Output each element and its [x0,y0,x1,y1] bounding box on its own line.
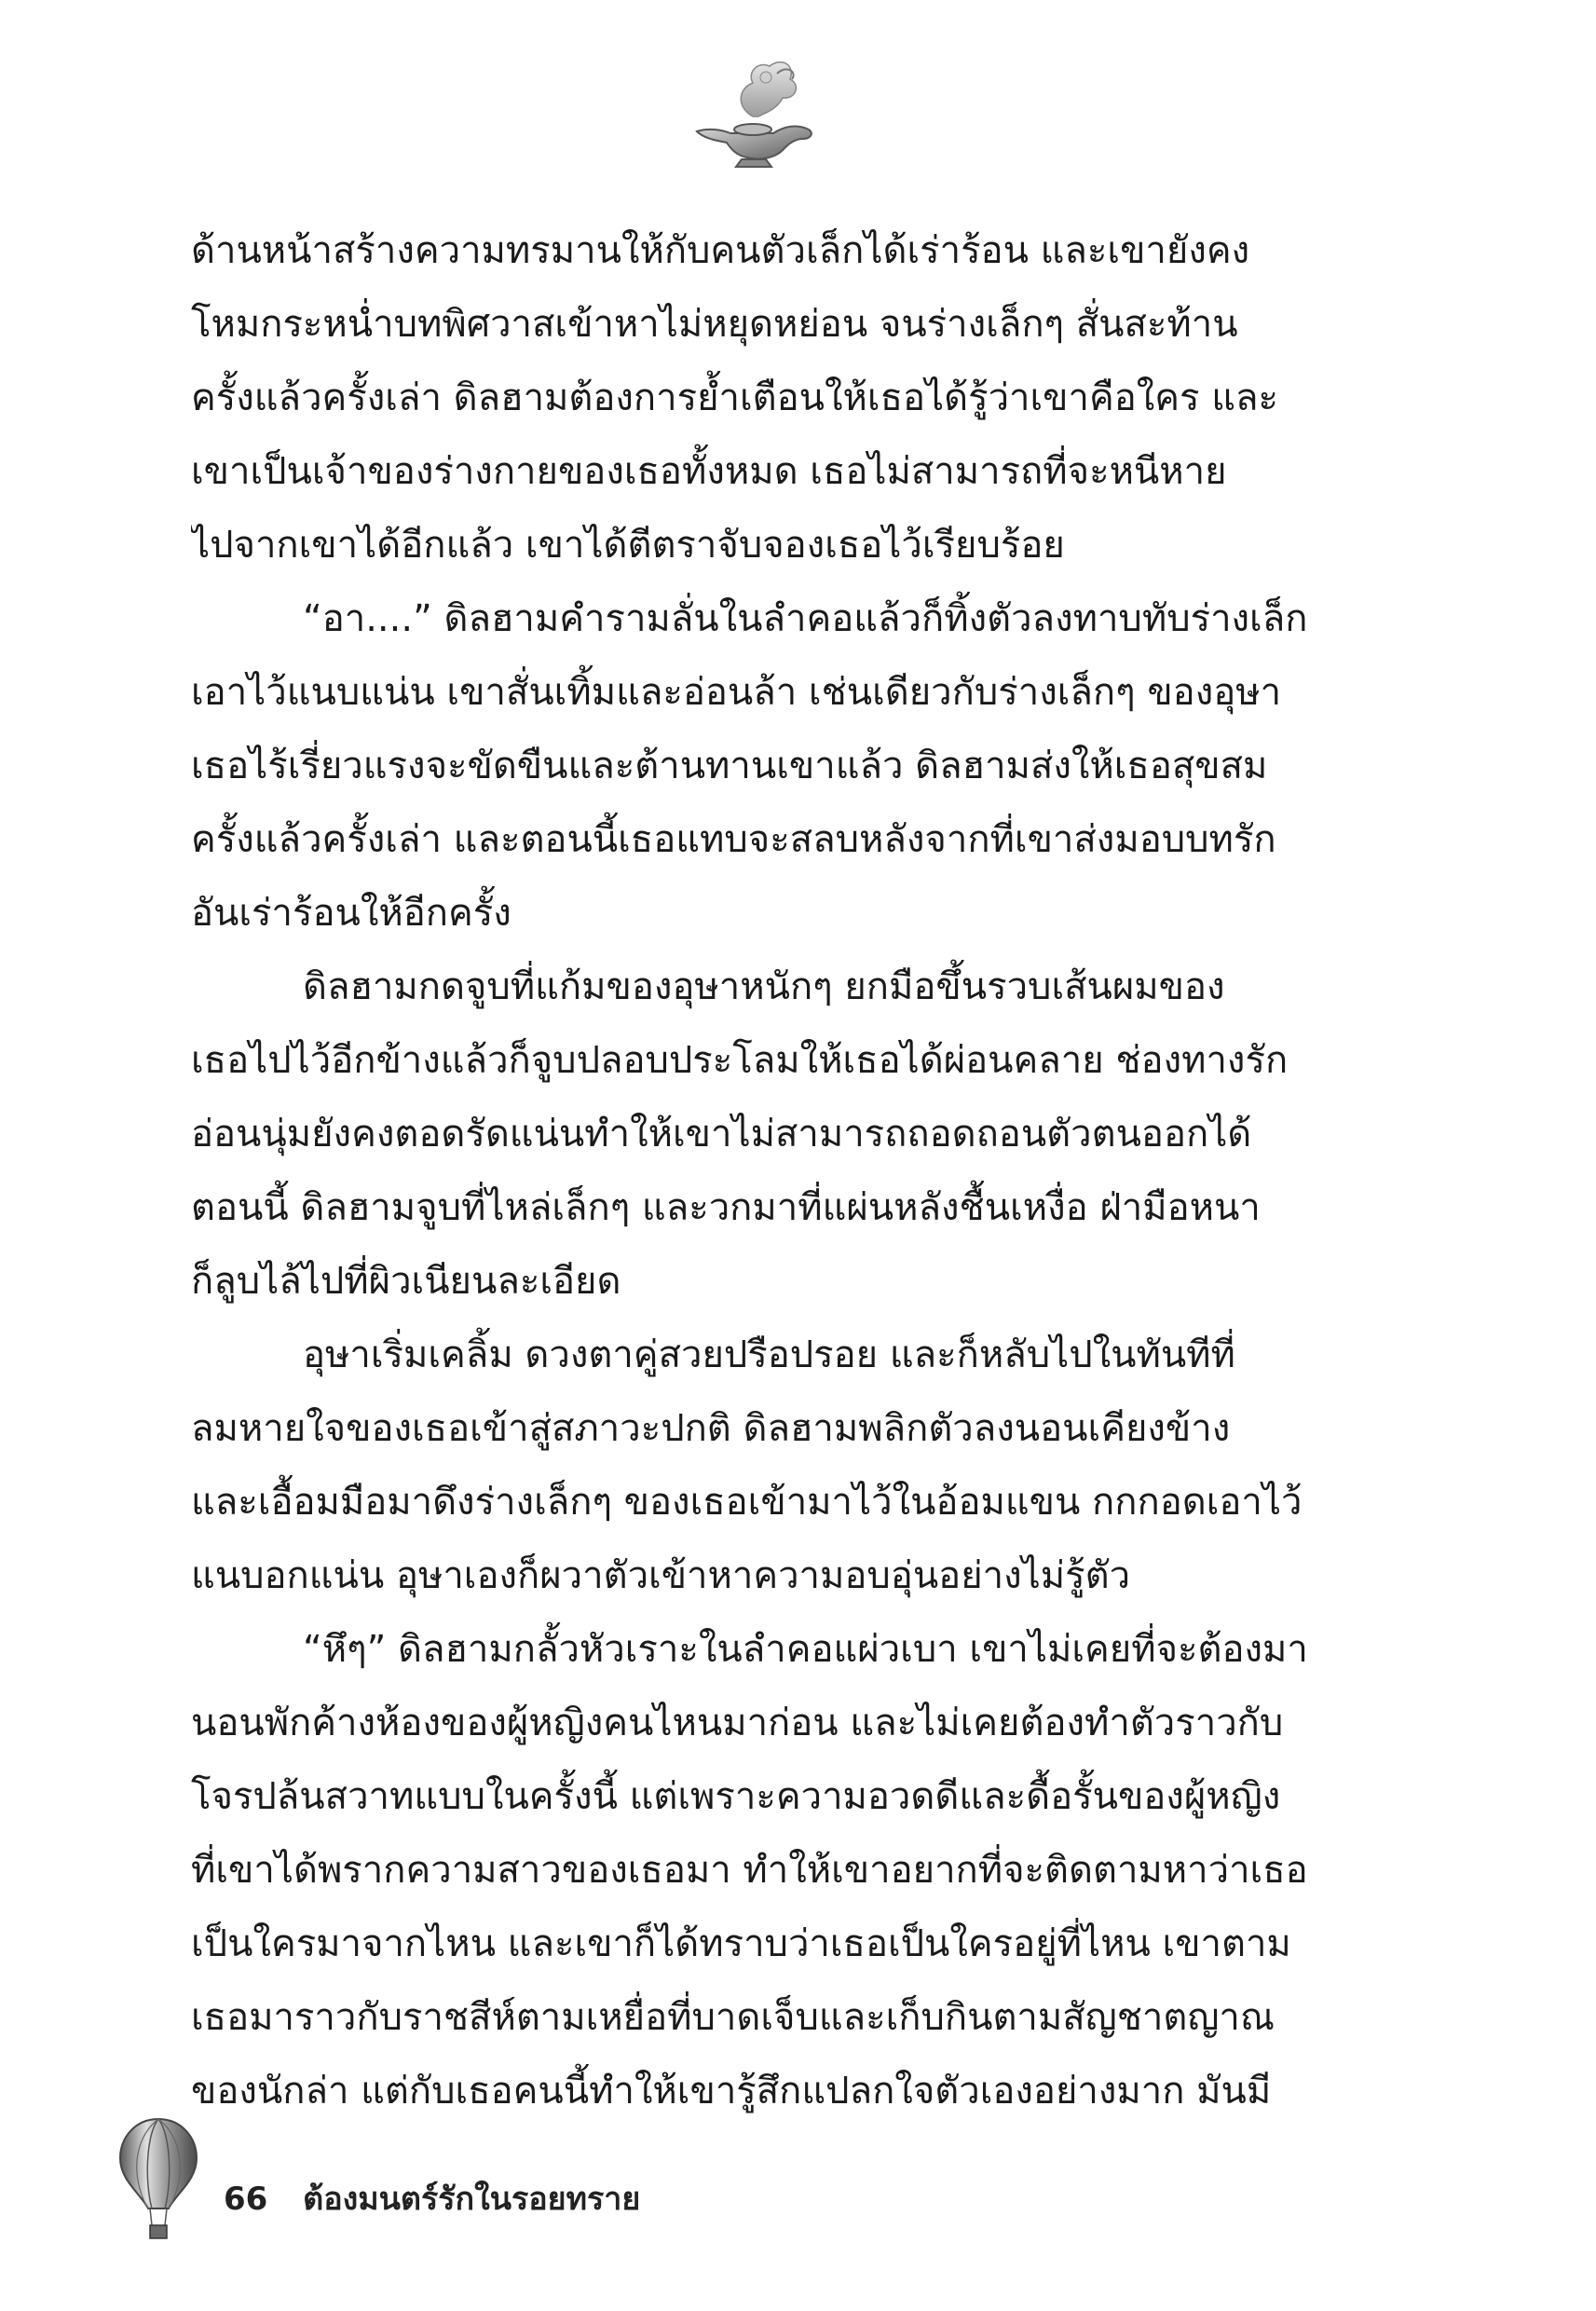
text-line: เขาเป็นเจ้าของร่างกายของเธอทั้งหมด เธอไม่สามารถที่จะหนีหาย [191,450,1227,493]
text-line: ด้านหน้าสร้างความทรมานให้กับคนตัวเล็กได้เร่าร้อน และเขายังคง [191,229,1250,272]
text-line: อันเร่าร้อนให้อีกครั้ง [191,892,512,935]
genie-lamp-icon [680,51,829,172]
text-line: ที่เขาได้พรากความสาวของเธอมา ทำให้เขาอยากที่จะติดตามหาว่าเธอ [191,1849,1308,1892]
text-line: ก็ลูบไล้ไปที่ผิวเนียนละเอียด [191,1260,621,1303]
text-line: ครั้งแล้วครั้งเล่า ดิลฮามต้องการย้ำเตือนให้เธอได้รู้ว่าเขาคือใคร และ [191,376,1279,419]
text-line: ดิลฮามกดจูบที่แก้มของอุษาหนักๆ ยกมือขึ้นรวบเส้นผมของ [303,965,1225,1008]
text-line: “หึๆ” ดิลฮามกลั้วหัวเราะในลำคอแผ่วเบา เขาไม่เคยที่จะต้องมา [303,1628,1308,1671]
text-line: โหมกระหน่ำบทพิศวาสเข้าหาไม่หยุดหย่อน จนร่างเล็กๆ สั่นสะท้าน [191,303,1238,346]
paragraph [191,214,1384,582]
text-line: อ่อนนุ่มยังคงตอดรัดแน่นทำให้เขาไม่สามารถถอดถอนตัวตนออกได้ [191,1113,1252,1156]
paragraph [191,1613,1384,2128]
text-line: ไปจากเขาได้อีกแล้ว เขาได้ตีตราจับจองเธอไว้เรียบร้อย [191,524,1065,567]
text-line: “อา....” ดิลฮามคำรามลั่นในลำคอแล้วก็ทิ้งตัวลงทาบทับร่างเล็ก [303,597,1308,640]
footer-text [224,2173,640,2223]
text-line: เธอมาราวกับราชสีห์ตามเหยื่อที่บาดเจ็บและเก็บกินตามสัญชาตญาณ [191,1996,1275,2039]
text-line: เอาไว้แนบแน่น เขาสั่นเทิ้มและอ่อนล้า เช่นเดียวกับร่างเล็กๆ ของอุษา [191,671,1282,714]
text-line: เธอไปไว้อีกข้างแล้วก็จูบปลอบประโลมให้เธอได้ผ่อนคลาย ช่องทางรัก [191,1039,1289,1082]
paragraph [191,582,1384,950]
paragraph [191,1319,1384,1613]
text-line: ของนักล่า แต่กับเธอคนนี้ทำให้เขารู้สึกแปลกใจตัวเองอย่างมาก มันมี [191,2070,1272,2113]
text-line: และเอื้อมมือมาดึงร่างเล็กๆ ของเธอเข้ามาไว้ในอ้อมแขน กกกอดเอาไว้ [191,1481,1303,1524]
book-title: ต้องมนตร์รักในรอยทราย [303,2181,641,2218]
hot-air-balloon-icon [116,2115,200,2255]
text-line: นอนพักค้างห้องของผู้หญิงคนไหนมาก่อน และไม่เคยต้องทำตัวราวกับ [191,1702,1284,1744]
text-line: ลมหายใจของเธอเข้าสู่สภาวะปกติ ดิลฮามพลิกตัวลงนอนเคียงข้าง [191,1407,1231,1450]
text-line: อุษาเริ่มเคลิ้ม ดวงตาคู่สวยปรือปรอย และก็หลับไปในทันทีที่ [303,1333,1235,1376]
text-line: เธอไร้เรี่ยวแรงจะขัดขืนและต้านทานเขาแล้ว ดิลฮามส่งให้เธอสุขสม [191,745,1268,787]
text-line: แนบอกแน่น อุษาเองก็ผวาตัวเข้าหาความอบอุ่นอย่างไม่รู้ตัว [191,1554,1131,1597]
page-number: 66 [224,2181,268,2218]
text-line: โจรปล้นสวาทแบบในครั้งนี้ แต่เพราะความอวดดีและดื้อรั้นของผู้หญิง [191,1775,1281,1818]
page-body [191,214,1384,2128]
text-line: ครั้งแล้วครั้งเล่า และตอนนี้เธอแทบจะสลบหลังจากที่เขาส่งมอบบทรัก [191,818,1276,861]
paragraph [191,950,1384,1319]
text-line: เป็นใครมาจากไหน และเขาก็ได้ทราบว่าเธอเป็นใครอยู่ที่ไหน เขาตาม [191,1922,1291,1965]
text-line: ตอนนี้ ดิลฮามจูบที่ไหล่เล็กๆ และวกมาที่แผ่นหลังชื้นเหงื่อ ฝ่ามือหนา [191,1186,1261,1229]
page-footer [116,2115,1421,2255]
